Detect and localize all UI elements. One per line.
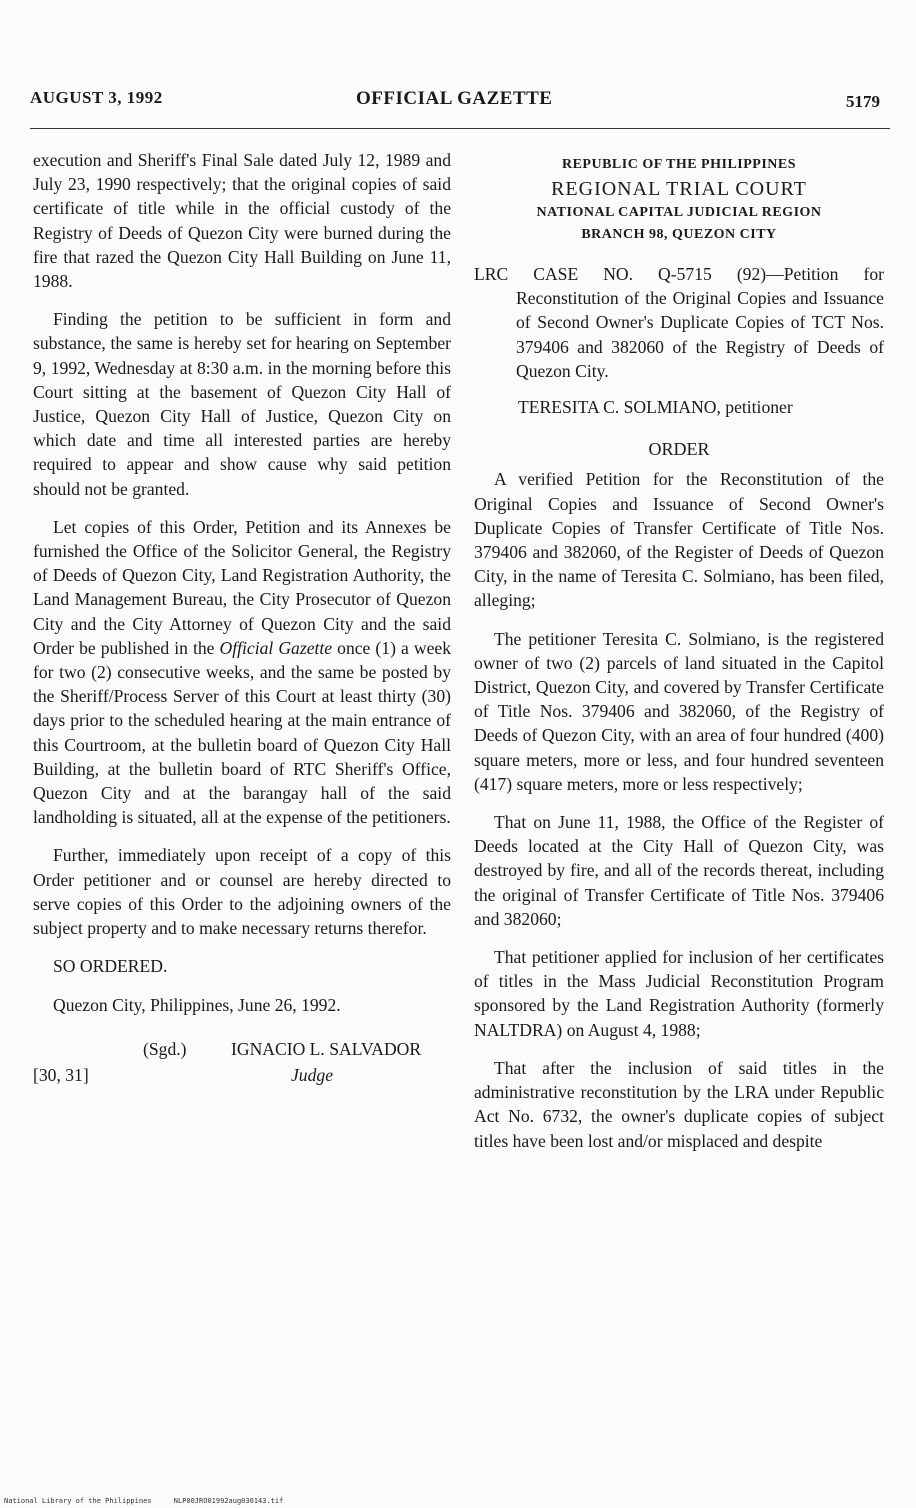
order-heading: ORDER <box>648 439 710 460</box>
paragraph-owner: The petitioner Teresita C. Solmiano, is the registered owner of two (2) parcels of land situated in the Capitol District, Quezon City, and covered by Transfer Certificate of Title Nos. 379406 and 382060, of the Registry of Deeds of Quezon City, with an area of four hundred (400) square meters, more or less, and four hundred seventeen (417) square meters, more or less respectively; <box>474 628 884 794</box>
paragraph-hearing: Finding the petition to be sufficient in form and substance, the same is hereby set for hearing on September 9, 1992, Wednesday at 8:30 a.m. in the morning before this Court sitting at the basement of Quezon City Hall of Justice, Quezon City Hall of Justice, Quezon City on which date and time all interested parties are hereby required to appear and show cause why said petition should not be granted. <box>33 309 451 499</box>
scan-footer <box>4 1497 301 1505</box>
court-region: NATIONAL CAPITAL JUDICIAL REGION <box>536 205 822 220</box>
file-identifier: NLP00JRO01992aug030143.tif <box>173 1497 284 1505</box>
judge-name: IGNACIO L. SALVADOR <box>231 1038 422 1059</box>
judge-title: Judge <box>291 1064 334 1085</box>
court-heading <box>474 154 884 246</box>
petitioner-line <box>474 395 884 419</box>
case-number: LRC CASE NO. Q-5715 (92) <box>474 264 767 284</box>
court-branch: BRANCH 98, QUEZON CITY <box>581 227 777 242</box>
paragraph-fire: That on June 11, 1988, the Office of the Register of Deeds located at the City Hall of Quezon City, was destroyed by fire, and all of the records thereat, including the original of Transfer Certificate of Title Nos. 379406 and 382060; <box>474 812 884 929</box>
gazette-name: Official Gazette <box>219 637 333 658</box>
court-name: REGIONAL TRIAL COURT <box>551 178 807 200</box>
case-caption <box>474 262 884 383</box>
paragraph-continuation: execution and Sheriff's Final Sale dated July 12, 1989 and July 23, 1990 respectively; that the original copies of said certificate of title while in the official custody of the Registry of Deeds of Quezon City were burned during the fire that razed the Quezon City Hall Building on June 11, 1988. <box>33 150 451 292</box>
page-header <box>30 88 890 118</box>
publication-title: OFFICIAL GAZETTE <box>356 88 553 109</box>
petitioner-name: TERESITA C. SOLMIANO <box>518 397 717 418</box>
paragraph-inclusion: That petitioner applied for inclusion of her certificates of titles in the Mass Judicial Reconstitution Program sponsored by the Land Registration Authority (formerly NALTDRA) on August 4, 1988; <box>474 947 884 1040</box>
case-description: —Petition for Reconstitution of the Original Copies and Issuance of Second Owner's Duplicate Copies of TCT Nos. 379406 and 382060 of the Registry of Deeds of Quezon City. <box>516 264 885 381</box>
so-ordered: SO ORDERED. <box>53 956 168 977</box>
court-republic: REPUBLIC OF THE PHILIPPINES <box>561 157 797 172</box>
header-rule <box>30 128 890 129</box>
right-column <box>474 154 884 1167</box>
left-column <box>33 148 451 1089</box>
library-credit: National Library of the Philippines <box>4 1497 152 1505</box>
issue-date: AUGUST 3, 1992 <box>30 88 163 107</box>
signed-mark: (Sgd.) <box>143 1038 187 1059</box>
signature-block <box>33 1037 451 1089</box>
page-number: 5179 <box>846 92 880 111</box>
paragraph-publication <box>33 515 451 830</box>
place-date: Quezon City, Philippines, June 26, 1992. <box>53 994 341 1015</box>
paragraph-service: Further, immediately upon receipt of a copy of this Order petitioner and or counsel are hereby directed to serve copies of this Order to the adjoining owners of the subject property and to make necessary returns therefor. <box>33 845 451 939</box>
issue-numbers: [30, 31] <box>33 1064 89 1085</box>
petitioner-role: , petitioner <box>716 397 793 418</box>
publication-text-b: once (1) a week for two (2) consecutive weeks, and the same be posted by the Sheriff/Process Server of this Court at least thirty (30) days prior to the scheduled hearing at the main entrance of this Courtroom, at the bulletin board of Quezon City Hall Building, at the bulletin board of RTC Sheriff's Office, Quezon City and at the barangay hall of the said landholding is situated, all at the expense of the petitioners. <box>33 637 451 828</box>
paragraph-lost: That after the inclusion of said titles in the administrative reconstitution by the LRA under Republic Act No. 6732, the owner's duplicate copies of subject titles have been lost and/or misplaced and despite <box>474 1057 884 1151</box>
publication-text-a: Let copies of this Order, Petition and its Annexes be furnished the Office of the Solicitor General, the Registry of Deeds of Quezon City, Land Registration Authority, the Land Management Bureau, the City Prosecutor of Quezon City and the City Attorney of Quezon City and the said Order be published in the <box>33 516 451 658</box>
paragraph-petition: A verified Petition for the Reconstitution of the Original Copies and Issuance of Second Owner's Duplicate Copies of Transfer Certificate of Title Nos. 379406 and 382060, of the Register of Deeds of Quezon City, in the name of Teresita C. Solmiano, has been filed, alleging; <box>474 469 884 611</box>
